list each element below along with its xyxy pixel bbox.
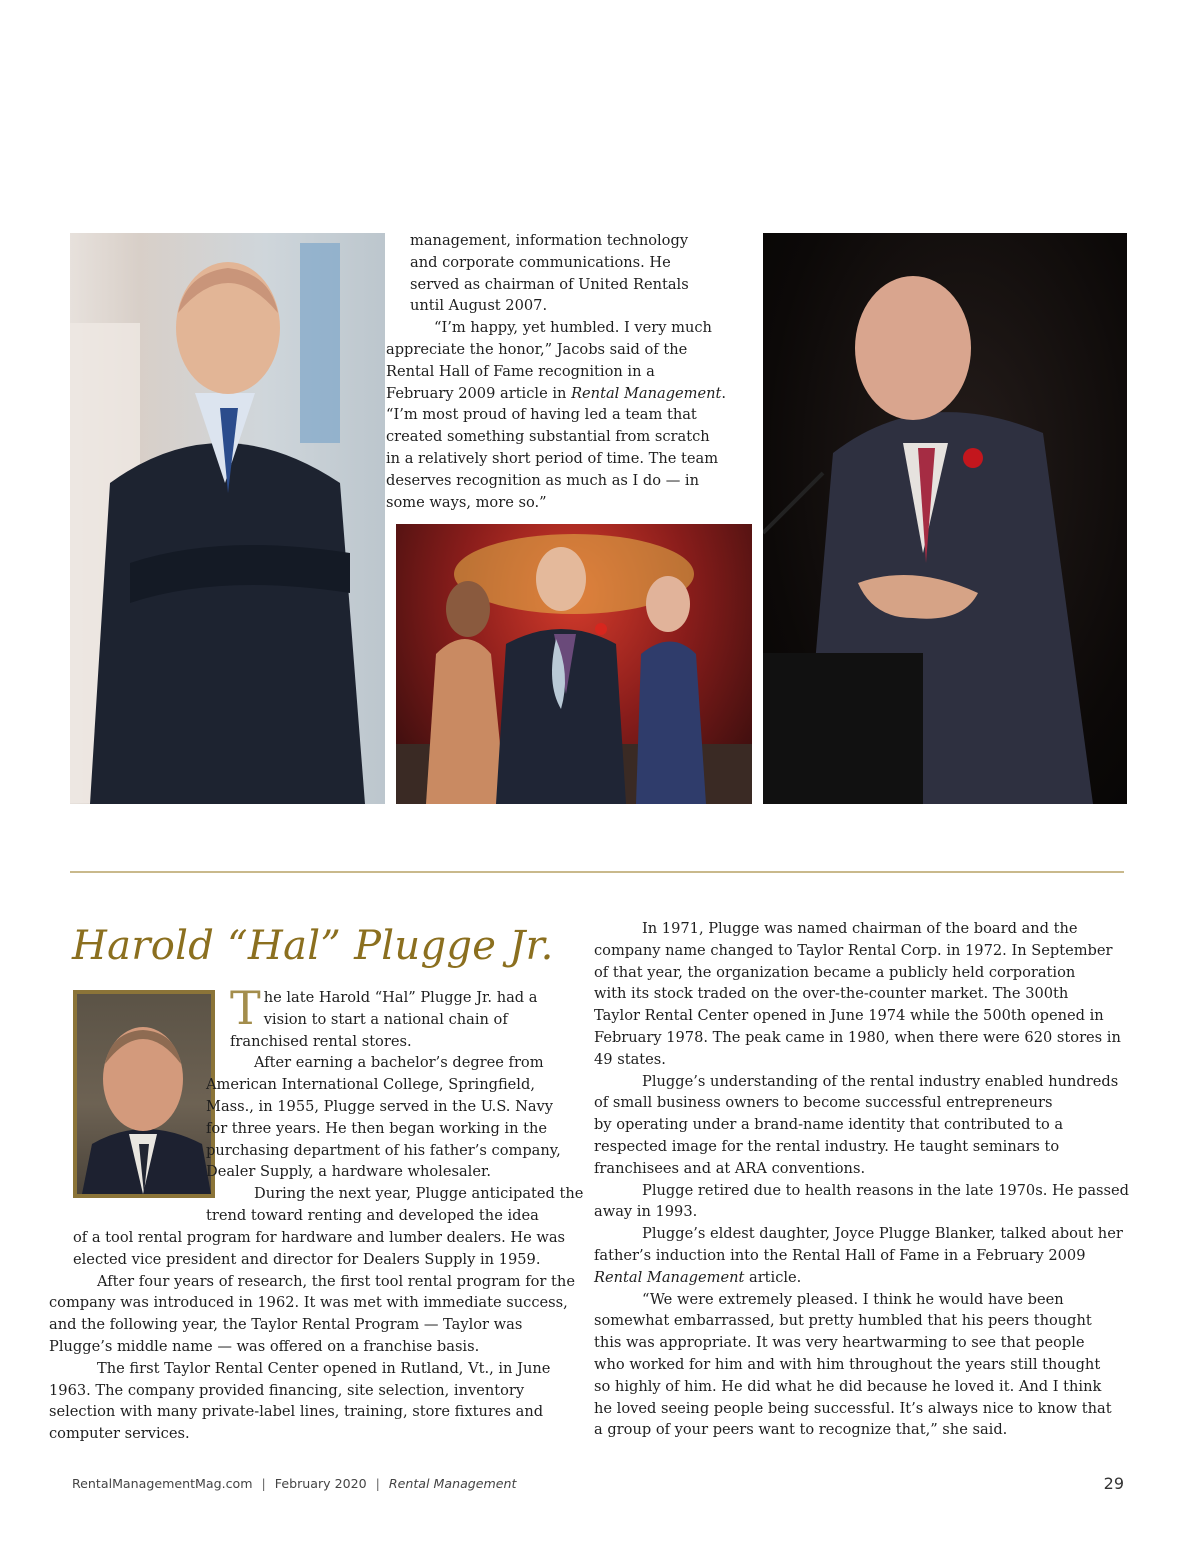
col2-paragraph-4: [594, 1223, 1133, 1288]
top-paragraph-1: [410, 230, 755, 317]
footer-separator: |: [261, 1476, 266, 1491]
photo-jacobs-crossed-arms: [70, 233, 385, 804]
photo-jacobs-crossed-arms-illustration: [70, 233, 385, 804]
line: 1963. The company provided financing, site selection, inventory: [49, 1381, 525, 1399]
line: management, information technology: [410, 232, 689, 249]
article-heading: Harold “Hal” Plugge Jr.: [72, 923, 554, 969]
line: served as chairman of United Rentals: [410, 275, 689, 293]
col2-paragraph-3: [594, 1180, 1133, 1224]
line: of a tool rental program for hardware and lumber dealers. He was: [73, 1229, 566, 1246]
line: somewhat embarrassed, but pretty humbled that his peers thought: [594, 1312, 1092, 1330]
line: American International College, Springfield,: [206, 1076, 535, 1094]
footer-separator: |: [375, 1476, 380, 1491]
line: purchasing department of his father’s company,: [206, 1141, 561, 1159]
line: vision to start a national chain of: [263, 1010, 508, 1028]
line: During the next year, Plugge anticipated the: [254, 1185, 584, 1203]
publication-italic: Rental Management: [571, 384, 722, 402]
line: Dealer Supply, a hardware wholesaler.: [206, 1163, 491, 1181]
line: Plugge’s understanding of the rental industry enabled hundreds: [642, 1072, 1119, 1090]
photo-jacobs-speaking-illustration: [763, 233, 1127, 804]
line: this was appropriate. It was very heartwarming to see that people: [594, 1334, 1085, 1352]
line: [594, 1269, 801, 1286]
footer-date: February 2020: [274, 1476, 367, 1491]
line-part: February 2009 article in: [386, 384, 572, 402]
line: respected image for the rental industry. He taught seminars to: [594, 1137, 1060, 1155]
col2-paragraph-2: [594, 1071, 1133, 1180]
line: The first Taylor Rental Center opened in Rutland, Vt., in June: [97, 1359, 551, 1377]
line: of small business owners to become successful entrepreneurs: [594, 1094, 1053, 1112]
line: [386, 385, 726, 402]
line: with its stock traded on the over-the-counter market. The 300th: [594, 985, 1069, 1003]
line: Rental Hall of Fame recognition in a: [386, 362, 655, 380]
line: he late Harold “Hal” Plugge Jr. had a: [263, 989, 538, 1006]
photo-jacobs-speaking: [763, 233, 1127, 804]
line: franchised rental stores.: [230, 1032, 412, 1050]
publication-italic: Rental Management: [594, 1268, 745, 1286]
line: he loved seeing people being successful. It’s always nice to know that: [594, 1399, 1112, 1417]
line: company was introduced in 1962. It was met with immediate success,: [49, 1294, 568, 1312]
line: Plugge’s eldest daughter, Joyce Plugge Blanker, talked about her: [642, 1225, 1123, 1243]
line: in a relatively short period of time. The team: [386, 449, 719, 467]
top-paragraph-2: [386, 317, 755, 513]
line: February 1978. The peak came in 1980, when there were 620 stores in: [594, 1028, 1121, 1046]
line: After earning a bachelor’s degree from: [254, 1054, 544, 1072]
page-footer: [72, 1476, 516, 1491]
line: trend toward renting and developed the idea: [206, 1206, 539, 1224]
line: “I’m happy, yet humbled. I very much: [434, 319, 712, 337]
line: Plugge retired due to health reasons in the late 1970s. He passed: [642, 1181, 1129, 1199]
col1-paragraph-1: [230, 981, 590, 1052]
line: by operating under a brand-name identity that contributed to a: [594, 1116, 1064, 1134]
line: After four years of research, the first tool rental program for the: [97, 1272, 575, 1290]
line: for three years. He then began working in the: [206, 1119, 548, 1137]
line: In 1971, Plugge was named chairman of the board and the: [642, 920, 1078, 937]
line: deserves recognition as much as I do — in: [386, 471, 700, 489]
line: a group of your peers want to recognize that,” she said.: [594, 1421, 1008, 1439]
top-column-text: [386, 230, 755, 513]
article-col2: [594, 918, 1133, 1441]
footer-site[interactable]: RentalManagementMag.com: [72, 1476, 253, 1491]
line: computer services.: [49, 1425, 190, 1443]
col1-paragraph-3a: [206, 1183, 590, 1227]
page-number: 29: [1103, 1474, 1124, 1493]
line: Taylor Rental Center opened in June 1974 while the 500th opened in: [594, 1007, 1104, 1025]
line: “We were extremely pleased. I think he would have been: [642, 1290, 1064, 1308]
col1-paragraph-4: [49, 1271, 593, 1358]
line: some ways, more so.”: [386, 493, 547, 511]
line: until August 2007.: [410, 297, 548, 315]
line: and corporate communications. He: [410, 253, 671, 271]
line: Plugge’s middle name — was offered on a franchise basis.: [49, 1337, 480, 1355]
line: company name changed to Taylor Rental Corp. in 1972. In September: [594, 941, 1113, 959]
article-col1-bottom: [49, 1227, 593, 1445]
drop-cap: T: [230, 981, 261, 1035]
col2-paragraph-5: [594, 1289, 1133, 1442]
line: of that year, the organization became a publicly held corporation: [594, 963, 1076, 981]
line: 49 states.: [594, 1050, 666, 1068]
line: “I’m most proud of having led a team that: [386, 406, 697, 424]
col1-paragraph-2: [206, 1052, 590, 1183]
line: Mass., in 1955, Plugge served in the U.S. Navy: [206, 1097, 554, 1115]
col1-paragraph-5: [49, 1358, 593, 1445]
line: created something substantial from scratch: [386, 428, 710, 446]
portrait-plugge-illustration: [77, 994, 211, 1194]
line: elected vice president and director for Dealers Supply in 1959.: [73, 1250, 541, 1268]
line: and the following year, the Taylor Rental Program — Taylor was: [49, 1316, 523, 1334]
photo-award-ceremony-illustration: [396, 524, 752, 804]
article-col1-top: [206, 981, 590, 1227]
line-part: article.: [744, 1268, 802, 1286]
footer-publication: Rental Management: [388, 1476, 517, 1491]
line: franchisees and at ARA conventions.: [594, 1159, 866, 1177]
portrait-plugge: [73, 990, 215, 1198]
section-divider: [70, 871, 1124, 873]
line: so highly of him. He did what he did because he loved it. And I think: [594, 1377, 1102, 1395]
line-part: .: [721, 384, 727, 402]
line: away in 1993.: [594, 1203, 698, 1221]
line: father’s induction into the Rental Hall of Fame in a February 2009: [594, 1246, 1086, 1264]
col1-paragraph-3b: [73, 1227, 593, 1271]
col2-paragraph-1: [594, 918, 1133, 1071]
line: appreciate the honor,” Jacobs said of the: [386, 340, 688, 358]
line: who worked for him and with him throughout the years still thought: [594, 1355, 1101, 1373]
line: selection with many private-label lines, training, store fixtures and: [49, 1403, 544, 1421]
photo-award-ceremony: [396, 524, 752, 804]
